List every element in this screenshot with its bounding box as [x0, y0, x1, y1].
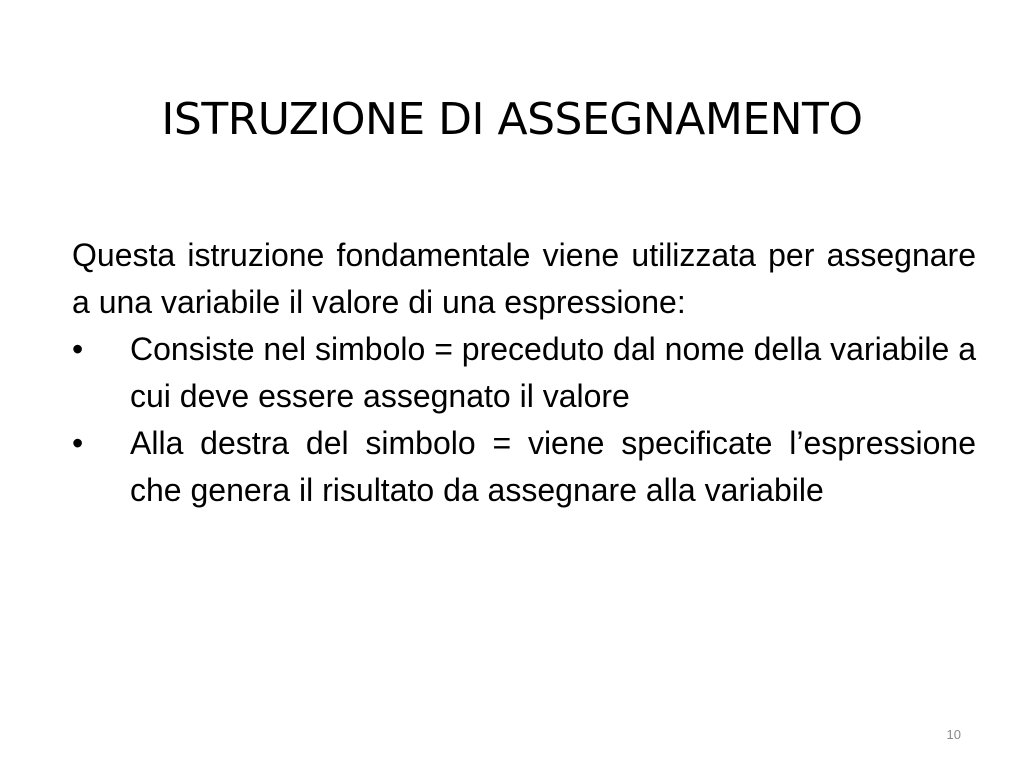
bullet-list	[72, 326, 976, 514]
slide-body	[72, 232, 976, 514]
bullet-item	[72, 326, 976, 420]
bullet-dot-icon: •	[72, 331, 84, 367]
intro-paragraph: Questa istruzione fondamentale viene utilizzata per assegnare a una variabile il valore di una espressione:	[72, 237, 976, 320]
slide-title: ISTRUZIONE DI ASSEGNAMENTO	[161, 94, 863, 145]
bullet-dot-icon: •	[72, 425, 84, 461]
page-number: 10	[946, 727, 961, 742]
bullet-text: Consiste nel simbolo = preceduto dal nome della variabile a cui deve essere assegnato il valore	[130, 331, 976, 414]
bullet-item	[72, 420, 976, 514]
bullet-text: Alla destra del simbolo = viene specificate l’espressione che genera il risultato da assegnare alla variabile	[130, 425, 976, 508]
